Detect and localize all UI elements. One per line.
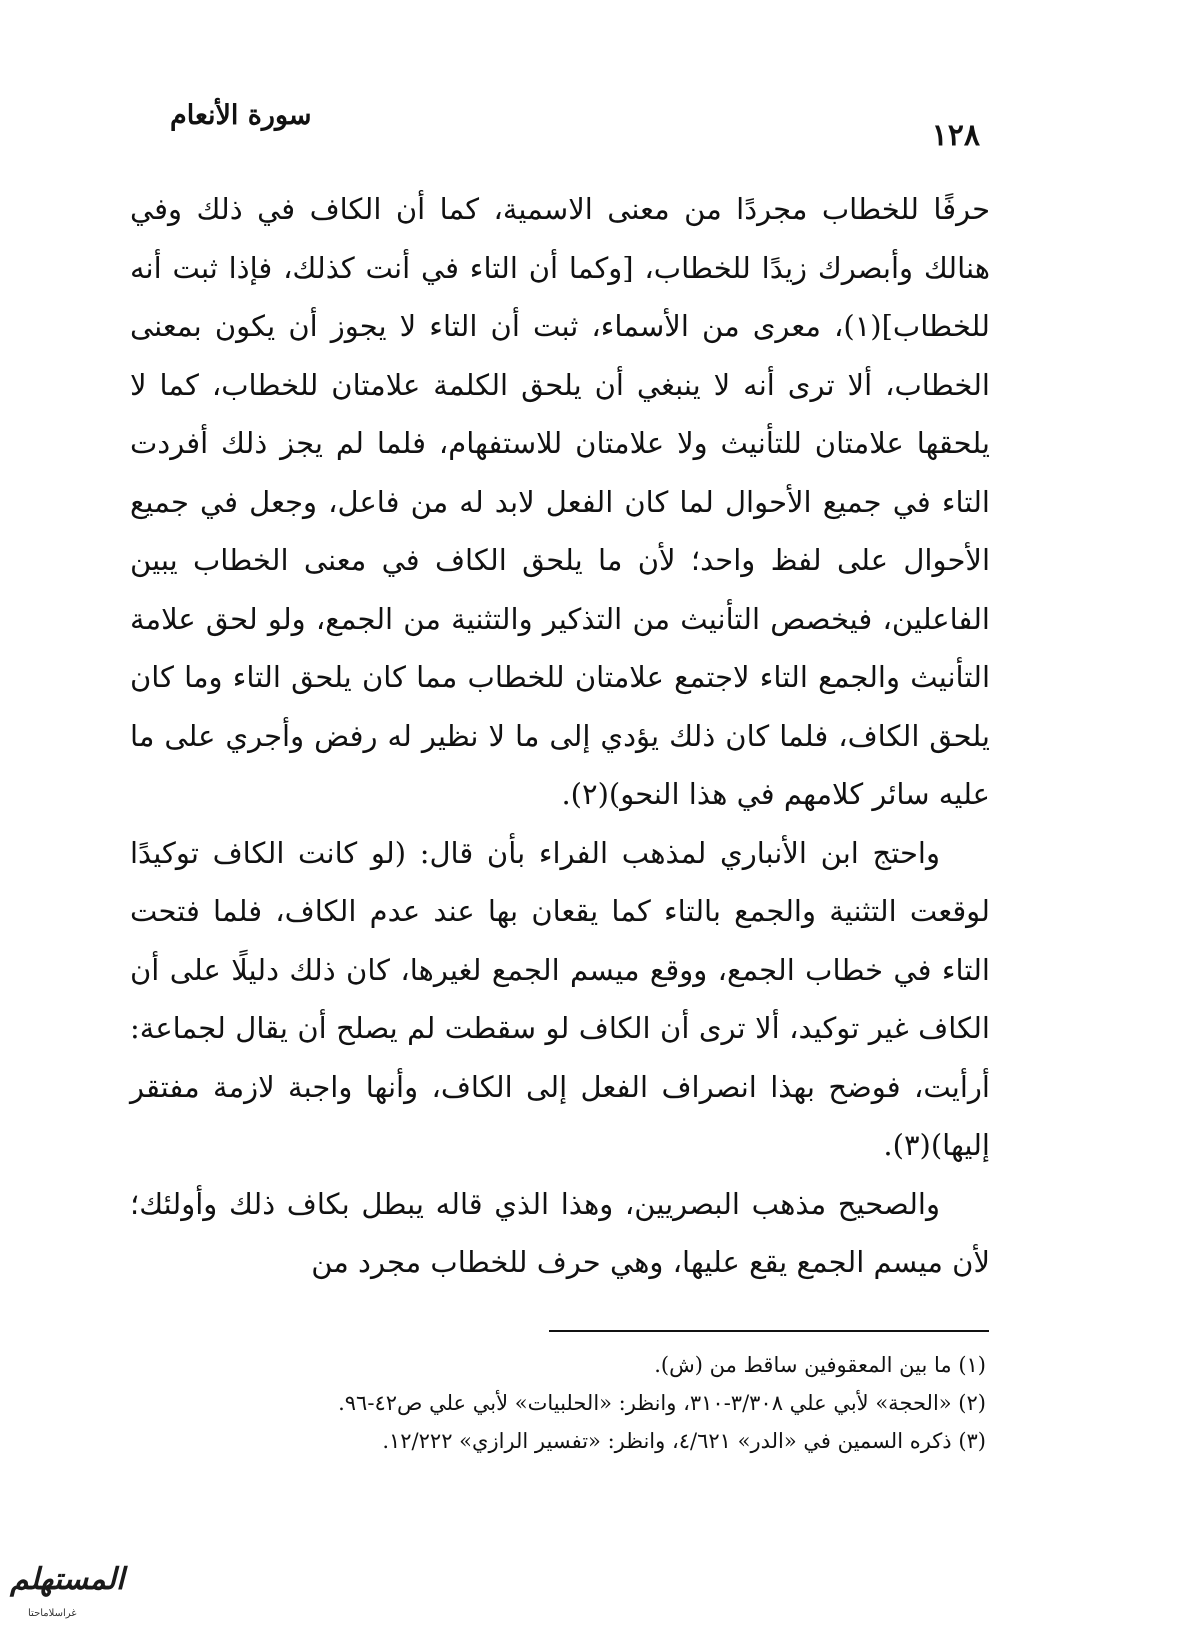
paragraph-2: واحتج ابن الأنباري لمذهب الفراء بأن قال: (لو كانت الكاف توكيدًا لوقعت التثنية والجمع بالتاء كما يقعان بها عند عدم الكاف، فلما فتحت التاء في خطاب الجمع، ووقع ميسم الجمع لغيرها، كان ذلك دليلًا على أن الكاف غير توكيد، ألا ترى أن الكاف لو سقطت لم يصلح أن يقال لجماعة: أرأيت، فوضح بهذا انصراف الفعل إلى الكاف، وأنها واجبة لازمة مفتقر إليها)(٣). — [130, 835, 990, 1162]
footnote-1: (١) ما بين المعقوفين ساقط من (ش). — [654, 1353, 986, 1377]
footnotes — [130, 1346, 990, 1460]
page-number: ١٢٨ — [931, 118, 980, 153]
main-text — [130, 180, 990, 1292]
footnote-2: (٢) «الحجة» لأبي علي ٣/٣٠٨-٣١٠، وانظر: «الحلبيات» لأبي علي ص٤٢-٩٦. — [338, 1391, 986, 1415]
page-header — [170, 100, 980, 160]
running-title: سورة الأنعام — [170, 100, 312, 131]
paragraph-3: والصحيح مذهب البصريين، وهذا الذي قاله يبطل بكاف ذلك وأولئك؛ لأن ميسم الجمع يقع عليها، وهي حرف للخطاب مجرد من — [130, 1186, 990, 1279]
paragraph-1: حرفًا للخطاب مجردًا من معنى الاسمية، كما أن الكاف في ذلك وفي هنالك وأبصرك زيدًا للخطاب، [وكما أن التاء في أنت كذلك، فإذا ثبت أنه للخطاب](١)، معرى من الأسماء، ثبت أن التاء لا يجوز أن يكون بمعنى الخطاب، ألا ترى أنه لا ينبغي أن يلحق الكلمة علامتان للخطاب، كما لا يلحقها علامتان للتأنيث ولا علامتان للاستفهام، فلما لم يجز ذلك أفردت التاء في جميع الأحوال لما كان الفعل لابد له من فاعل، وجعل في جميع الأحوال على لفظ واحد؛ لأن ما يلحق الكاف في معنى الخطاب يبين الفاعلين، فيخصص التأنيث من التذكير والتثنية من الجمع، ولو لحق علامة التأنيث والجمع التاء لاجتمع علامتان للخطاب مما كان يلحق التاء وما كان يلحق الكاف، فلما كان ذلك يؤدي إلى ما لا نظير له رفض وأجري على ما عليه سائر كلامهم في هذا النحو)(٢). — [130, 192, 990, 811]
footnote-divider — [549, 1330, 989, 1332]
logo-text: المستهلم — [10, 1562, 125, 1597]
watermark-logo — [6, 1548, 125, 1630]
logo-subtext: غراسلاماحتا — [28, 1608, 77, 1619]
footnote-3: (٣) ذكره السمين في «الدر» ٤/٦٢١، وانظر: «تفسير الرازي» ١٢/٢٢٢. — [382, 1429, 986, 1453]
